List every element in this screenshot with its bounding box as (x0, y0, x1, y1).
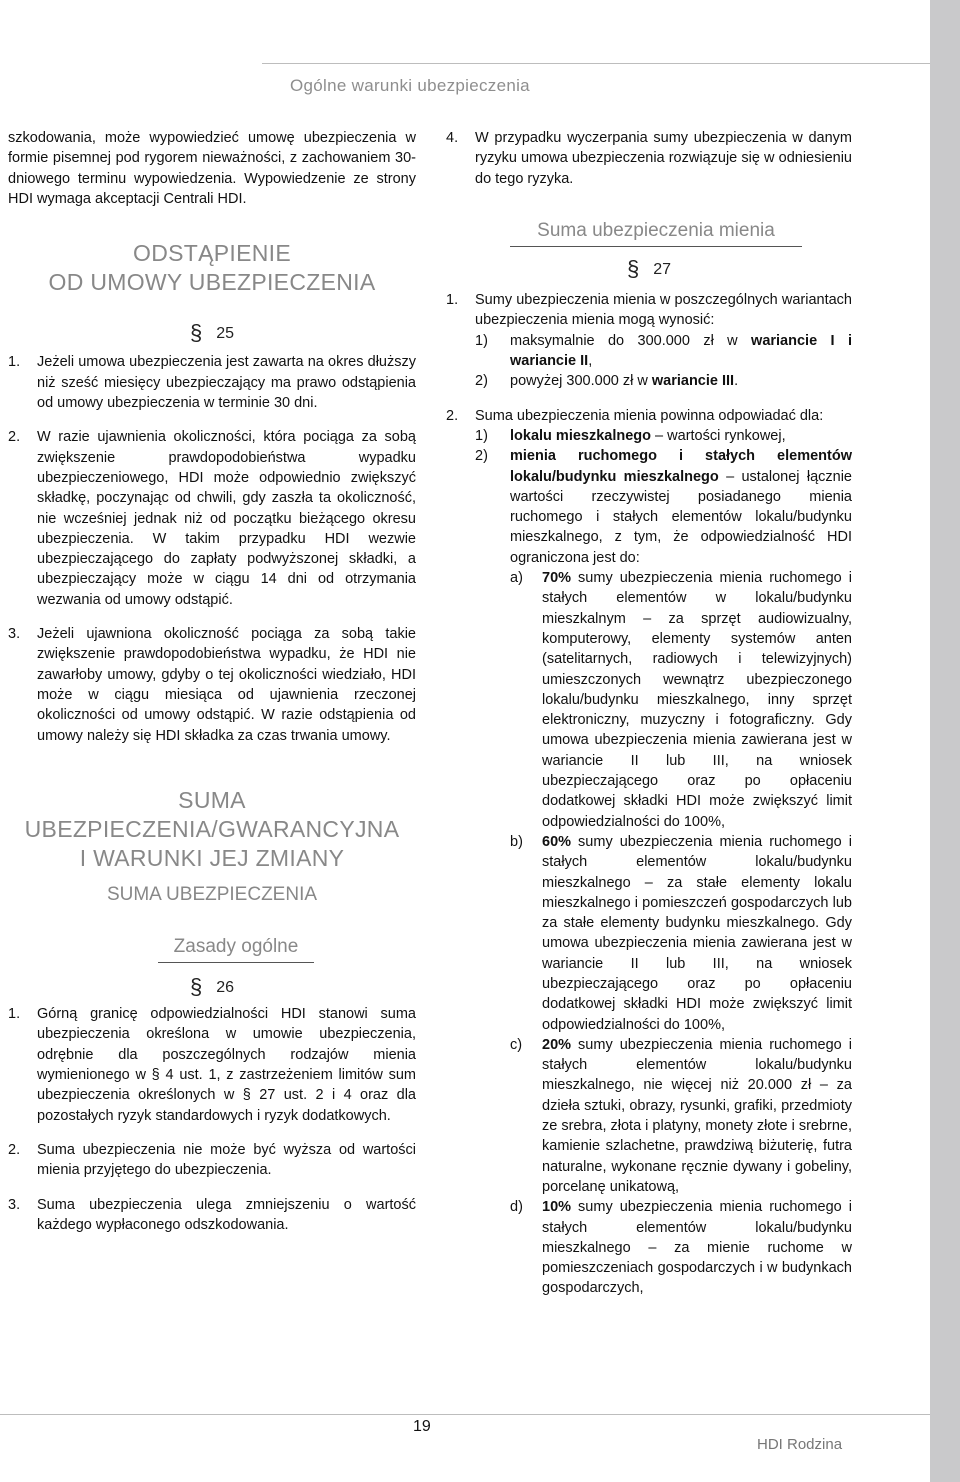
limit-d: d) 10% sumy ubezpieczenia mienia ruchomego i stałych elementów lokalu/budynku mieszkalnego – za mienie ruchome w pomieszczeniach gospodarczych i w budynkach gospodarczych, (510, 1199, 852, 1297)
limit-a: a) 70% sumy ubezpieczenia mienia ruchomego i stałych elementów w lokalu/budynku mieszkalnym – za sprzęt audiowizualny, komputerowy, elementy systemów anten (satelitarnych, radiowych i telewizyjnych) umieszczonych wewnątrz ubezpieczonego lokalu/budynku mieszkalnego, inny sprzęt elektroniczny, muzyczny i fotograficzny. Gdy umowa ubezpieczenia mienia zawierana jest w wariancie II lub III, na wniosek ubezpieczającego oraz po opłaceniu dodatkowej składki HDI może zwiększyć limit odpowiedzialności do 100%, (510, 570, 852, 830)
paragraph-sign: § (189, 320, 203, 346)
paragraph-25: § 25 (189, 320, 235, 346)
running-header: Ogólne warunki ubezpieczenia (290, 76, 530, 95)
clause-26-1: 1. Górną granicę odpowiedzialności HDI stanowi suma ubezpieczenia określona w umowie ubezpieczenia, odrębnie dla poszczególnych rodzajów mienia wymienionego w § 4 ust. 1, z zastrzeżeniem limitów sum ubezpieczenia określonych w § 27 ust. 2 i 4 oraz dla pozostałych ryzyk standardowych i ryzyk dodatkowych. (8, 1006, 416, 1124)
item-27-1-1: 1) maksymalnie do 300.000 zł w wariancie I i wariancie II, (475, 332, 852, 370)
item-27-2-1: 1) lokalu mieszkalnego – wartości rynkowej, (475, 427, 786, 444)
intro-paragraph: szkodowania, może wypowiedzieć umowę ubezpieczenia w formie pisemnej pod rygorem nieważności, z zachowaniem 30-dniowego terminu wypowiedzenia. Wypowiedzenie ze strony HDI wymaga akceptacji Centrali HDI. (8, 130, 416, 207)
clause-26-2: 2. Suma ubezpieczenia nie może być wyższa od wartości mienia przyjętego do ubezpieczenia. (8, 1141, 416, 1179)
item-27-1-2: 2) powyżej 300.000 zł w wariancie III. (475, 373, 739, 390)
section-title-sum-insured: SUMA UBEZPIECZENIA/GWARANCYJNA I WARUNKI JEJ ZMIANY (24, 786, 400, 871)
footer-brand: HDI Rodzina (757, 1436, 843, 1453)
clause-26-3: 3. Suma ubezpieczenia ulega zmniejszeniu o wartość każdego wypłaconego odszkodowania. (8, 1196, 416, 1233)
left-column (8, 128, 416, 1235)
subsection-general-rules: Zasady ogólne (158, 935, 314, 963)
paragraph-sign: § (626, 255, 640, 281)
subsection-title-sum: SUMA UBEZPIECZENIA (106, 883, 318, 905)
side-bar-decoration (930, 0, 960, 1482)
section-title-withdrawal: ODSTĄPIENIE OD UMOWY UBEZPIECZENIA (48, 240, 376, 296)
clause-27-2: 2. Suma ubezpieczenia mienia powinna odpowiadać dla: (446, 407, 824, 424)
clause-27-1: 1. Sumy ubezpieczenia mienia w poszczególnych wariantach ubezpieczenia mienia mogą wynosić: (446, 292, 852, 329)
paragraph-27: § 27 (626, 255, 672, 281)
clause-25-3: 3. Jeżeli ujawniona okoliczność pociąga za sobą takie zwiększenie prawdopodobieństwa wypadku, że HDI nie zawarłoby umowy, gdyby o tej okoliczności wiedziało, HDI może w ciągu miesiąca od ujawnienia rzeczonej okoliczności od umowy odstąpić. W razie odstąpienia od umowy należy się HDI składka za czas trwania umowy. (8, 626, 416, 744)
clause-25-2: 2. W razie ujawnienia okoliczności, która pociąga za sobą zwiększenie prawdopodobieństwa wypadku ubezpieczeniowego, HDI może odpowiednio zwiększyć składkę, poczynając od chwili, gdy zaszła ta okoliczność, nie wcześniej jednak niż od początku bieżącego okresu ubezpieczenia. W takim przypadku HDI wezwie ubezpieczającego do zapłaty podwyższonej składki, a ubezpieczający może w ciągu 14 dni od otrzymania wezwania od umowy odstąpić. (8, 429, 416, 608)
footer-rule (0, 1414, 930, 1415)
limit-b: b) 60% sumy ubezpieczenia mienia ruchomego i stałych elementów lokalu/budynku mieszkalnego – za stałe elementy lokalu mieszkalnego i pomieszczeń gospodarczych lub za stałe elementy budynku mieszkalnego. Gdy umowa ubezpieczenia mienia zawierana jest w wariancie II lub III, na wniosek ubezpieczającego oraz po opłaceniu dodatkowej składki HDI może zwiększyć limit odpowiedzialności do 100%, (510, 833, 852, 1033)
item-27-2-2: 2) mienia ruchomego i stałych elementów lokalu/budynku mieszkalnego – ustalonej łącznie wartości rzeczywistej posiadanego mienia ruchomego i stałych elementów lokalu/budynku mieszkalnego, z tym, że odpowiedzialność HDI ograniczona jest do: (475, 448, 852, 566)
header-rule (262, 63, 930, 64)
subsection-sum-property: Suma ubezpieczenia mienia (510, 219, 802, 247)
paragraph-sign: § (189, 973, 203, 999)
clause-25-1: 1. Jeżeli umowa ubezpieczenia jest zawarta na okres dłuższy niż sześć miesięcy ubezpieczający ma prawo odstąpienia od umowy ubezpieczenia w terminie 30 dni. (8, 354, 416, 412)
clause-26-4: 4. W przypadku wyczerpania sumy ubezpieczenia w danym ryzyku umowa ubezpieczenia rozwiązuje się w odniesieniu do tego ryzyka. (446, 130, 852, 187)
limit-c: c) 20% sumy ubezpieczenia mienia ruchomego i stałych elementów lokalu/budynku mieszkalnego, nie więcej niż 20.000 zł – za dzieła sztuki, obrazy, rysunki, grafiki, przedmioty ze srebra, złota i platyny, monety złote i srebrne, kamienie szlachetne, prawdziwą biżuterię, futra naturalne, wykonane ręcznie dywany i gobeliny, porcelanę unikatową, (510, 1036, 853, 1195)
right-column (446, 128, 852, 1299)
paragraph-26: § 26 (189, 973, 235, 999)
page-number: 19 (413, 1418, 431, 1435)
